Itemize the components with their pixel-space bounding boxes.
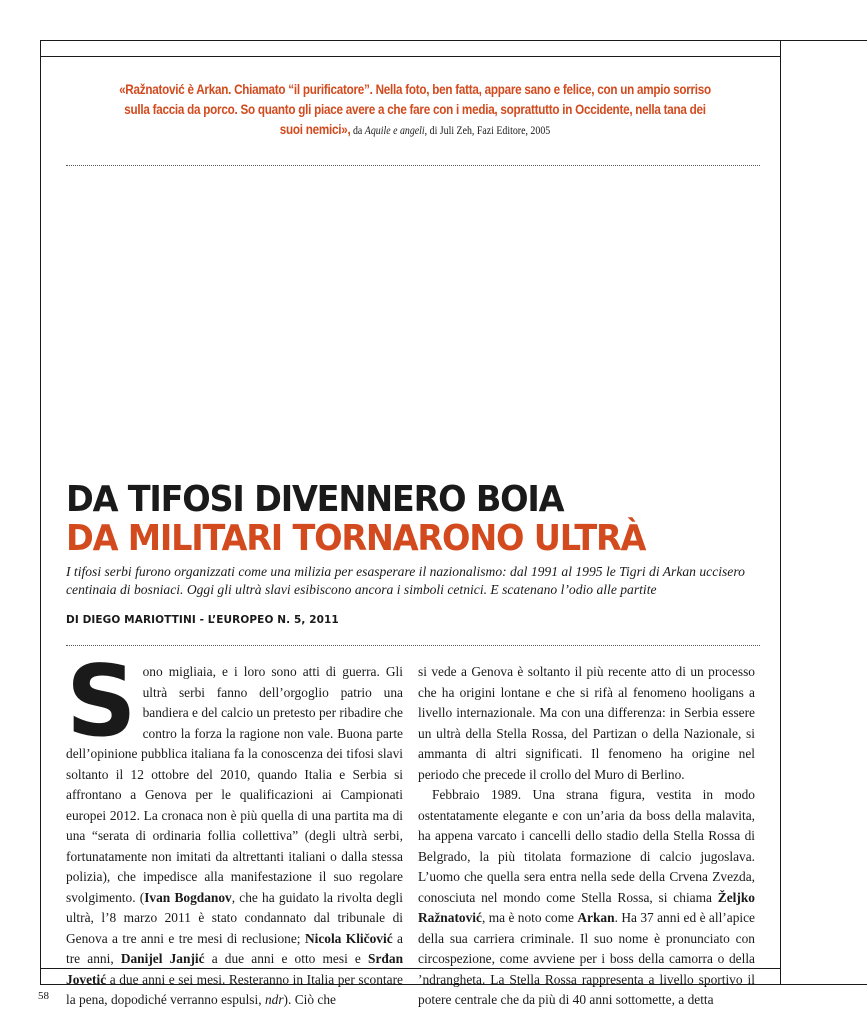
person-name: Srđan Jovetić [66, 951, 404, 987]
body-column-1 [66, 645, 404, 1011]
body-paragraph: si vede a Genova è soltanto il più recente atto di un processo che ha origini lontane e che si rifà al fenomeno hooligans a livello internazionale. Ma con una differenza: in Serbia essere un ultrà della Stella Rossa, del Partizan o della Nazionale, si ammanta di altri significati. Il fenomeno ha origine nel periodo che precede il crollo del Muro di Berlino. [418, 664, 755, 782]
person-name: Željko Ražnatović [418, 889, 755, 925]
frame-left-line [40, 40, 41, 984]
body-paragraph: Febbraio 1989. Una strana figura, vestita in modo ostentatamente elegante e con un’aria da boss della malavita, ha appena varcato i cancelli dello stadio della Stella Rossa di Belgrado, la più titolata formazione di calcio jugoslava. L’uomo che quella sera entra nella sede della Crvena Zvezda, conosciuta nel mondo come Stella Rossa, si chiama Željko Ražnatović, ma è noto come Arkan. Ha 37 anni ed è all’apice della sua carriera criminale. Il suo nome è pronunciato con circospezione, come avviene per i boss della camorra o della ’ndrangheta. La Stella Rossa rappresenta a livello sportivo il potere centrale che da più di 40 anni sottomette, a detta [418, 787, 755, 1007]
divider-top [66, 165, 760, 166]
quote-source-title: Aquile e angeli [364, 125, 425, 137]
page-number: 58 [38, 990, 49, 1002]
divider-byline [66, 645, 760, 646]
body-column-2 [418, 662, 755, 1011]
epigraph-quote [118, 80, 711, 141]
frame-top-line [40, 40, 867, 41]
quote-source: da Aquile e angeli, di Juli Zeh, Fazi Editore, 2005 [350, 125, 551, 137]
article-byline: DI DIEGO MARIOTTINI - L’EUROPEO N. 5, 2011 [66, 614, 339, 626]
person-name: Ivan Bogdanov [144, 889, 232, 905]
article-standfirst: I tifosi serbi furono organizzati come una milizia per esasperare il nazionalismo: dal 1991 al 1995 le Tigri di Arkan uccisero centinaia di bosniaci. Oggi gli ultrà slavi esibiscono ancora i simboli cetnici. E scatenano l’odio alle partite [66, 564, 745, 597]
drop-cap: S [66, 645, 137, 759]
article-headline [66, 480, 736, 558]
frame-top-inner-line [40, 56, 780, 57]
headline-line-2: DA MILITARI TORNARONO ULTRÀ [66, 518, 646, 559]
frame-right-line [780, 40, 781, 984]
headline-line-1: DA TIFOSI DIVENNERO BOIA [66, 479, 564, 520]
person-name: Danijel Janjić [120, 951, 205, 966]
editor-note: ndr [264, 992, 284, 1007]
quote-text: «Ražnatović è Arkan. Chiamato “il purificatore”. Nella foto, ben fatta, appare sano e felice, con un ampio sorriso sulla faccia da porco. So quanto gli piace avere a che fare con i media, soprattutto in Occidente, nella tana dei suoi nemici», [119, 82, 711, 137]
person-name: Arkan [577, 910, 615, 925]
body-paragraph: Sono migliaia, e i loro sono atti di guerra. Gli ultrà serbi fanno dell’orgoglio patrio una bandiera e del calcio un pretesto per ribadire che contro la forza la ragione non vale. Buona parte dell’opinione pubblica italiana fa la conoscenza dei tifosi slavi soltanto il 12 ottobre del 2010, quando Italia e Serbia si affrontano a Genova per le qualificazioni ai Campionati europei 2012. La cronaca non è più quella di una partita ma di una “serata di ordinaria follia collettiva” (degli ultrà serbi, fortunatamente non imitati da altrettanti italiani o dalla stessa polizia), che impedisce alla manifestazione il suo regolare svolgimento. (Ivan Bogdanov, che ha guidato la rivolta degli ultrà, l’8 marzo 2011 è stato condannato dal tribunale di Genova a tre anni e tre mesi di reclusione; Nicola Kličović a tre anni, Danijel Janjić a due anni e otto mesi e Srđan Jovetić a due anni e sei mesi. Resteranno in Italia per scontare la pena, dopodiché verranno espulsi, ndr). Ciò che [66, 645, 404, 1007]
person-name: Nicola Kličović [304, 930, 393, 946]
